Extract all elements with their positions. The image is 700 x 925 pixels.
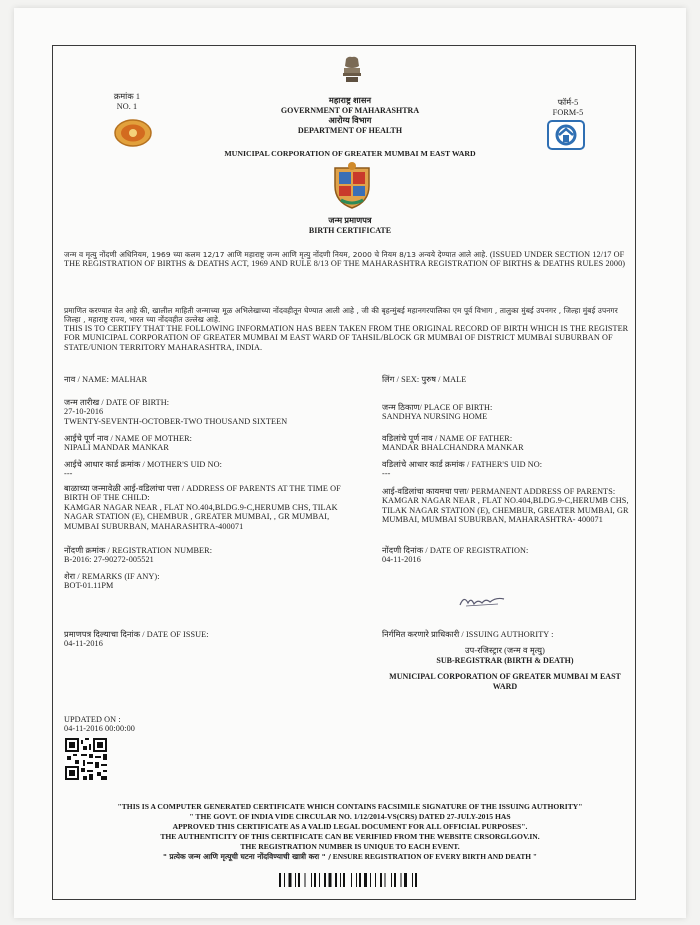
footer-line5: THE REGISTRATION NUMBER IS UNIQUE TO EACH EVENT. <box>240 842 460 851</box>
addr-perm-value: KAMGAR NAGAR NEAR , FLAT NO.404,BLDG.9-C,HERUMB CHS, TILAK NAGAR STATION (E), CHEMBUR, GREATER MUMBAI, GR MUMBAI, MUMBAI SUBURBAN, MAHARASHTRA- 400071 <box>382 496 629 525</box>
mother-uid-label: आईचे आधार कार्ड क्रमांक / MOTHER'S UID NO: <box>64 460 222 469</box>
gov-hi: महाराष्ट्र शासन <box>328 96 372 105</box>
serial-label-en: NO. 1 <box>116 102 138 111</box>
father-uid-block <box>382 460 632 479</box>
updated-label: UPDATED ON : <box>64 715 121 724</box>
regdate-label: नोंदणी दिनांक / DATE OF REGISTRATION: <box>382 546 529 555</box>
updated-block <box>64 715 214 734</box>
mother-uid-block <box>64 460 354 479</box>
mother-label: आईचे पूर्ण नाव / NAME OF MOTHER: <box>64 434 193 443</box>
footer-line1: "THIS IS A COMPUTER GENERATED CERTIFICATE WHICH CONTAINS FACSIMILE SIGNATURE OF THE ISSUING AUTHORITY" <box>117 802 583 811</box>
remarks-label: शेरा / REMARKS (IF ANY): <box>64 572 160 581</box>
footer-line6 <box>70 852 630 862</box>
updated-value: 04-11-2016 00:00:00 <box>64 724 135 734</box>
crs-logo-icon <box>547 120 585 150</box>
issued-paragraph <box>64 250 634 269</box>
pob-block <box>382 403 632 422</box>
barcode-icon <box>279 873 419 887</box>
dob-block <box>64 398 354 426</box>
authority-signature <box>458 593 506 609</box>
authority-org: MUNICIPAL CORPORATION OF GREATER MUMBAI M EAST WARD <box>389 672 621 691</box>
issued-hi: जन्म व मृत्यु नोंदणी अधिनियम, 1969 च्या कलम 12/17 आणि महाराष्ट्र जन्म आणि मृत्यु नोंदणी नियम, 2000 चे नियम 8/13 अन्वये देण्यात आले आहे. <box>64 250 488 259</box>
regdate-block <box>382 546 632 565</box>
remarks-block <box>64 572 354 591</box>
dept-hi: आरोग्य विभाग <box>328 116 372 125</box>
serial-label-hi: क्रमांक 1 <box>113 92 141 101</box>
cert-title-hi: जन्म प्रमाणपत्र <box>328 216 372 225</box>
father-uid-value: --- <box>382 469 391 479</box>
father-label: वडिलांचे पूर्ण नाव / NAME OF FATHER: <box>382 434 513 443</box>
mother-uid-value: --- <box>64 469 73 479</box>
father-value: MANDAR BHALCHANDRA MANKAR <box>382 443 524 453</box>
form-label-en: FORM-5 <box>552 108 584 117</box>
certify-hi: प्रमाणित करण्यात येत आहे की, खालील माहिती जन्माच्या मूळ अभिलेखाच्या नोंदवहीतून घेण्यात आली आहे , जी की बृहन्मुंबई महानगरपालिका एम पूर्व विभाग , तालुका मुंबई उपनगर , जिल्हा मुंबई उपनगर जिल्हा , महाराष्ट्र राज्य, भारत च्या नोंदवहीत उल्लेख आहे. <box>64 306 618 324</box>
addr-birth-value: KAMGAR NAGAR NEAR , FLAT NO.404,BLDG.9-C,HERUMB CHS, TILAK NAGAR STATION (E), CHEMBUR , GREATER MUMBAI, , GR MUMBAI, MUMBAI SUBURBAN, MAHARASHTRA-400071 <box>64 502 338 531</box>
footer-line6-en: ENSURE REGISTRATION OF EVERY BIRTH AND DEATH " <box>332 852 537 861</box>
dob-words: TWENTY-SEVENTH-OCTOBER-TWO THOUSAND SIXTEEN <box>64 416 288 426</box>
maharashtra-seal-icon <box>113 118 153 148</box>
addr-birth-label: बाळाच्या जन्मावेळी आई-वडिलांचा पत्ता / ADDRESS OF PARENTS AT THE TIME OF BIRTH OF THE CHILD: <box>64 484 341 503</box>
remarks-value: BOT-01.11PM <box>64 581 114 591</box>
issue-value: 04-11-2016 <box>64 639 103 649</box>
regdate-value: 04-11-2016 <box>382 555 421 565</box>
addr-perm-label: आई-वडिलांचा कायमचा पत्ता/ PERMANENT ADDRESS OF PARENTS: <box>382 487 616 496</box>
subreg-hi: उप-रजिस्ट्रार (जन्म व मृत्यु) <box>465 646 545 655</box>
authority-label: निर्गमित करणारे प्राधिकारी / ISSUING AUTHORITY : <box>382 630 554 639</box>
mother-block <box>64 434 354 453</box>
addr-perm-block <box>382 487 632 525</box>
sex-value: पुरुष / MALE <box>421 375 467 384</box>
footer-line6-hi: " प्रत्येक जन्म आणि मृत्यूची घटना नोंदविण्याची खात्री करा " / <box>163 852 331 861</box>
subreg-en: SUB-REGISTRAR (BIRTH & DEATH) <box>436 656 574 665</box>
municipal-title: MUNICIPAL CORPORATION OF GREATER MUMBAI M EAST WARD <box>224 149 476 158</box>
father-uid-label: वडिलांचे आधार कार्ड क्रमांक / FATHER'S UID NO: <box>382 460 543 469</box>
mcgm-crest-icon <box>327 160 377 210</box>
certify-en: THIS IS TO CERTIFY THAT THE FOLLOWING INFORMATION HAS BEEN TAKEN FROM THE ORIGINAL RECORD OF BIRTH WHICH IS THE REGISTER FOR MUNICIPAL CORPORATION OF GREATER MUMBAI M EAST WARD OF TAHSIL/BLOCK GR MUMBAI OF DISTRICT MUMBAI SUBURBAN OF STATE/UNION TERRITORY MAHARASHTRA, INDIA. <box>64 324 629 352</box>
regno-block <box>64 546 354 565</box>
name-label: नाव / NAME: <box>64 375 109 384</box>
qr-code-icon <box>65 738 107 780</box>
footer-line4: THE AUTHENTICITY OF THIS CERTIFICATE CAN BE VERIFIED FROM THE WEBSITE CRSORGI.GOV.IN. <box>160 832 540 841</box>
national-emblem-icon <box>340 55 364 85</box>
pob-label: जन्म ठिकाण/ PLACE OF BIRTH: <box>382 403 493 412</box>
dob-label: जन्म तारीख / DATE OF BIRTH: <box>64 398 170 407</box>
addr-birth-block <box>64 484 364 531</box>
cert-title-en: BIRTH CERTIFICATE <box>308 226 392 235</box>
father-block <box>382 434 632 453</box>
footer-line3: APPROVED THIS CERTIFICATE AS A VALID LEGAL DOCUMENT FOR ALL OFFICIAL PURPOSES". <box>172 822 528 831</box>
dept-en: DEPARTMENT OF HEALTH <box>297 126 403 135</box>
sex-row <box>382 375 632 384</box>
gov-en: GOVERNMENT OF MAHARASHTRA <box>280 106 420 115</box>
dob-value: 27-10-2016 <box>64 407 104 417</box>
name-value: MALHAR <box>111 375 148 384</box>
form-label-hi: फॉर्म-5 <box>557 98 579 107</box>
regno-value: B-2016: 27-90272-005521 <box>64 555 154 565</box>
mother-value: NIPALI MANDAR MANKAR <box>64 443 169 453</box>
pob-value: SANDHYA NURSING HOME <box>382 412 488 422</box>
footer-line2: " THE GOVT. OF INDIA VIDE CIRCULAR NO. 1/12/2014-VS(CRS) DATED 27-JULY-2015 HAS <box>189 812 511 821</box>
issue-label: प्रमाणपत्र दिल्याचा दिनांक / DATE OF ISSUE: <box>64 630 209 639</box>
issued-en: (ISSUED UNDER SECTION 12/17 OF THE REGISTRATION OF BIRTHS & DEATHS ACT, 1969 AND RULE 8/13 OF THE MAHARASHTRA REGISTRATION OF BIRTHS & DEATHS RULES 2000) <box>64 250 626 269</box>
sex-label: लिंग / SEX: <box>382 375 420 384</box>
issue-block <box>64 630 354 649</box>
name-row <box>64 375 354 384</box>
regno-label: नोंदणी क्रमांक / REGISTRATION NUMBER: <box>64 546 213 555</box>
certify-paragraph <box>64 306 634 352</box>
